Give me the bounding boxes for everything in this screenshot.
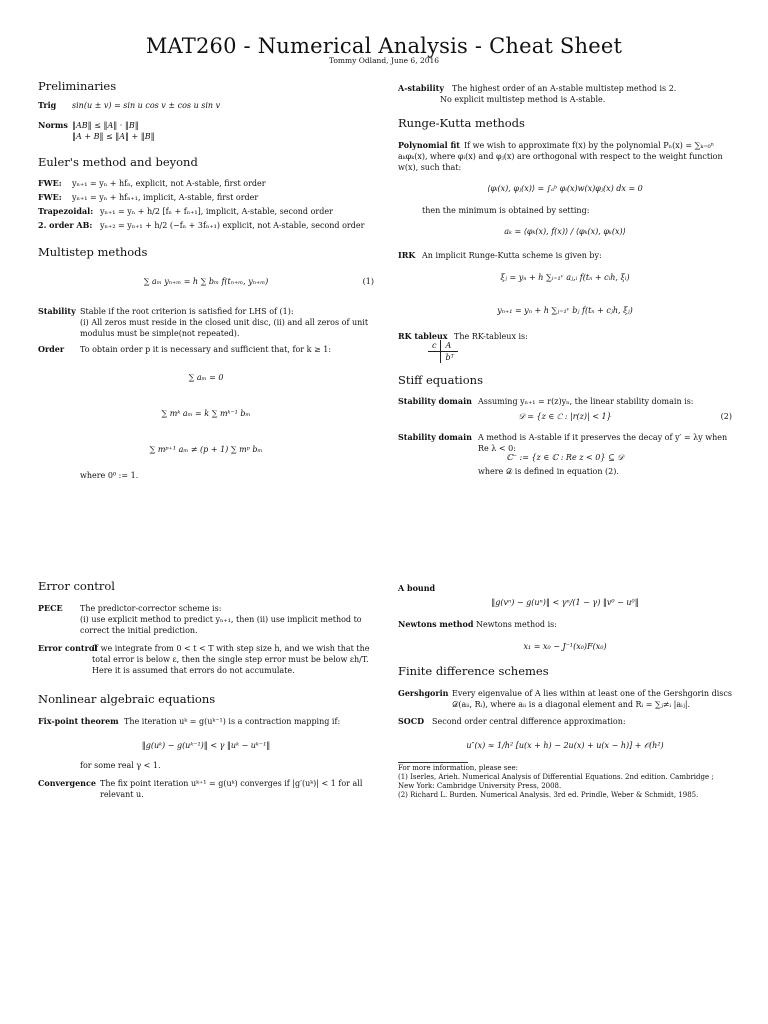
irk-label: IRK xyxy=(398,250,416,260)
newton-equation: x₁ = x₀ − J⁻¹(x₀)F(x₀) xyxy=(523,642,607,651)
stability-domain-2-row xyxy=(398,432,732,453)
fwe2-text: yₙ₊₁ = yₙ + hfₙ₊₁, implicit, A-stable, first order xyxy=(72,193,259,202)
equation-number-1: (1) xyxy=(362,277,374,286)
finite-difference-heading: Finite difference schemes xyxy=(398,664,549,678)
polyfit-row xyxy=(398,140,732,172)
footnotes xyxy=(398,764,732,800)
order-equation-2: ∑ mᵏ aₘ = k ∑ mᵏ⁻¹ bₘ xyxy=(161,409,251,418)
trig-row xyxy=(38,100,374,111)
norms-row xyxy=(38,120,374,141)
pece-text-1: The predictor-corrector scheme is: xyxy=(80,604,222,613)
stability-row xyxy=(38,306,374,338)
stability-text-2: (i) All zeros must reside in the closed unit disc, (ii) and all zeros of unit modulus must be simple(not repeated). xyxy=(80,318,369,338)
preliminaries-heading: Preliminaries xyxy=(38,79,117,93)
bound-equation: ‖g(vⁿ) − g(uⁿ)‖ < γⁿ/(1 − γ) ‖v⁰ − u⁰‖ xyxy=(491,598,639,607)
runge-kutta-heading: Runge-Kutta methods xyxy=(398,116,525,130)
stability-domain-1-text: Assuming yₙ₊₁ = r(z)yₙ, the linear stability domain is: xyxy=(478,397,694,406)
fixpoint-equation: ‖g(uᵏ) − g(uᵏ⁻¹)‖ < γ ‖uᵏ − uᵏ⁻¹‖ xyxy=(141,741,271,750)
nonlinear-heading: Nonlinear algebraic equations xyxy=(38,692,216,706)
fixpoint-label: Fix-point theorem xyxy=(38,716,119,726)
tableux-empty xyxy=(428,351,440,363)
stability-domain-2-equation: ℂ⁻ := {z ∈ ℂ : Re z < 0} ⊆ 𝒟 xyxy=(506,453,624,462)
stability-label: Stability xyxy=(38,306,76,316)
order-equation-3: ∑ mᵖ⁺¹ aₘ ≠ (p + 1) ∑ mᵖ bₘ xyxy=(149,445,263,454)
pece-label: PECE xyxy=(38,603,63,613)
author-line: Tommy Odland, June 6, 2016 xyxy=(328,56,440,65)
stability-domain-2-label: Stability domain xyxy=(398,432,472,442)
astability-label: A-stability xyxy=(398,83,444,93)
fwe2-label: FWE: xyxy=(38,192,62,202)
norms-label: Norms xyxy=(38,120,68,130)
pece-row xyxy=(38,603,374,635)
stability-domain-1-label: Stability domain xyxy=(398,396,472,406)
trapezoidal-row xyxy=(38,206,374,217)
irk-text: An implicit Runge-Kutta scheme is given by: xyxy=(422,251,602,260)
newton-label: Newtons method xyxy=(398,619,474,629)
error-control-row xyxy=(38,643,374,675)
right-column xyxy=(398,0,732,1024)
error-control-label: Error control xyxy=(38,643,98,653)
convergence-text: The fix point iteration uᵏ⁺¹ = g(uᵏ) converges if |g′(uᵏ)| < 1 for all relevant u. xyxy=(100,779,363,799)
order-text: To obtain order p it is necessary and sufficient that, for k ≥ 1: xyxy=(80,345,332,354)
stability-domain-2-where: where 𝒟 is defined in equation (2). xyxy=(478,467,619,476)
stability-domain-2-text: A method is A-stable if it preserves the decay of y′ = λy when Re λ < 0: xyxy=(478,433,728,453)
newton-text: Newtons method is: xyxy=(476,620,557,629)
newton-row xyxy=(398,619,732,630)
footnote-ref-2: (2) Richard L. Burden. Numerical Analysis. 3rd ed. Prindle, Weber & Schmidt, 1985. xyxy=(398,791,699,799)
footnote-intro: For more information, please see: xyxy=(398,764,518,772)
fwe2-row xyxy=(38,192,374,203)
error-control-text: If we integrate from 0 < t < T with step size h, and we wish that the total error is below ε, then the single step error must be below εh/T. Here it is assumed that errors do not accumulate. xyxy=(92,644,370,675)
error-control-heading: Error control xyxy=(38,579,115,593)
ab2-text: yₙ₊₂ = yₙ₊₁ + h/2 (−fₙ + 3fₙ₊₁) explicit, not A-stable, second order xyxy=(100,221,365,230)
polyfit-ak: aₖ = ⟨φₖ(x), f(x)⟩ / ⟨φₖ(x), φₖ(x)⟩ xyxy=(504,227,626,236)
stiff-equations-heading: Stiff equations xyxy=(398,373,483,387)
footnote-rule xyxy=(398,762,468,763)
convergence-label: Convergence xyxy=(38,778,96,788)
irk-row xyxy=(398,250,732,261)
equation-number-2: (2) xyxy=(720,412,732,421)
bound-row xyxy=(398,583,732,594)
page-title: MAT260 - Numerical Analysis - Cheat Sheet xyxy=(145,34,623,58)
socd-row xyxy=(398,716,732,727)
fixpoint-row xyxy=(38,716,374,727)
astability-text-1: The highest order of an A-stable multistep method is 2. xyxy=(452,84,677,93)
order-label: Order xyxy=(38,344,65,354)
fwe1-text: yₙ₊₁ = yₙ + hfₙ, explicit, not A-stable, first order xyxy=(72,179,266,188)
fixpoint-text: The iteration uᵏ = g(uᵏ⁻¹) is a contraction mapping if: xyxy=(124,717,341,726)
norms-formula-1: ‖AB‖ ≤ ‖A‖ · ‖B‖ xyxy=(72,121,139,130)
socd-text: Second order central difference approximation: xyxy=(432,717,626,726)
rk-tableux-table xyxy=(428,340,458,363)
footnote-ref-1: (1) Iserles, Arieh. Numerical Analysis of Differential Equations. 2nd edition. Cambridge ; New York: Cambridge University Press, 2008. xyxy=(398,773,714,790)
astability-text-2: No explicit multistep method is A-stable. xyxy=(440,95,606,104)
convergence-row xyxy=(38,778,374,799)
astability-row xyxy=(398,83,732,104)
tableux-A: A xyxy=(440,340,457,351)
pece-text-2: (i) use explicit method to predict yₙ₊₁, then (ii) use implicit method to correct the initial prediction. xyxy=(80,615,362,635)
stability-domain-1-row xyxy=(398,396,732,407)
multistep-equation xyxy=(38,276,374,287)
tableux-b: bᵀ xyxy=(440,351,457,363)
tableux-text: The RK-tableux is: xyxy=(454,332,528,341)
fixpoint-after: for some real γ < 1. xyxy=(80,761,161,770)
polyfit-then: then the minimum is obtained by setting: xyxy=(422,206,590,215)
irk-equation-2: yₙ₊₁ = yₙ + h ∑ⱼ₌₁ᵛ bⱼ f(tₙ + cⱼh, ξⱼ) xyxy=(497,306,633,315)
polyfit-label: Polynomial fit xyxy=(398,140,460,150)
gershgorin-label: Gershgorin xyxy=(398,688,449,698)
trig-formula: sin(u ± v) = sin u cos v ± cos u sin v xyxy=(72,101,221,110)
stability-domain-1-equation-row xyxy=(398,411,732,422)
ab2-label: 2. order AB: xyxy=(38,220,93,230)
trapezoidal-text: yₙ₊₁ = yₙ + h/2 [fₙ + fₙ₊₁], implicit, A-stable, second order xyxy=(100,207,333,216)
gershgorin-row xyxy=(398,688,732,709)
order-row xyxy=(38,344,374,355)
tableux-c: c xyxy=(432,341,437,350)
bound-label: A bound xyxy=(398,583,436,593)
gershgorin-text: Every eigenvalue of A lies within at least one of the Gershgorin discs 𝒟(aᵢᵢ, Rᵢ), where aᵢᵢ is a diagonal element and Rᵢ = ∑ⱼ≠ᵢ |aᵢⱼ|. xyxy=(452,689,732,709)
stability-text-1: Stable if the root criterion is satisfied for LHS of (1): xyxy=(80,307,294,316)
trapezoidal-label: Trapezoidal: xyxy=(38,206,94,216)
stability-domain-1-equation: 𝒟 = {z ∈ ℂ : |r(z)| < 1} xyxy=(518,412,612,421)
socd-equation: u″(x) ≈ 1/h² [u(x + h) − 2u(x) + u(x − h)] + 𝒪(h²) xyxy=(466,741,664,750)
order-equation-1: ∑ aₘ = 0 xyxy=(188,373,224,382)
trig-label: Trig xyxy=(38,100,57,110)
fwe1-row xyxy=(38,178,374,189)
socd-label: SOCD xyxy=(398,716,425,726)
left-column xyxy=(38,0,374,1024)
euler-heading: Euler's method and beyond xyxy=(38,155,198,169)
multistep-heading: Multistep methods xyxy=(38,245,148,259)
multistep-equation-text: ∑ aₘ yₙ₊ₘ = h ∑ bₘ f(tₙ₊ₘ, yₙ₊ₘ) xyxy=(143,277,269,286)
fwe1-label: FWE: xyxy=(38,178,62,188)
norms-formula-2: ‖A + B‖ ≤ ‖A‖ + ‖B‖ xyxy=(72,132,155,141)
polyfit-text: If we wish to approximate f(x) by the polynomial Pₙ(x) = ∑ₖ₌₀ⁿ aₖφₖ(x), where φᵢ(x) and φⱼ(x) are orthogonal with respect to the weight function w(x), such that: xyxy=(398,141,723,172)
polyfit-equation: ⟨φᵢ(x), φⱼ(x)⟩ = ∫ₐᵇ φᵢ(x)w(x)φⱼ(x) dx = 0 xyxy=(487,184,643,193)
tableux-label: RK tableux xyxy=(398,331,448,341)
ab2-row xyxy=(38,220,374,231)
irk-equation-1: ξⱼ = yₙ + h ∑ᵢ₌₁ᵛ aⱼ,ᵢ f(tₙ + cᵢh, ξᵢ) xyxy=(500,273,630,282)
order-where: where 0⁰ := 1. xyxy=(80,471,139,480)
